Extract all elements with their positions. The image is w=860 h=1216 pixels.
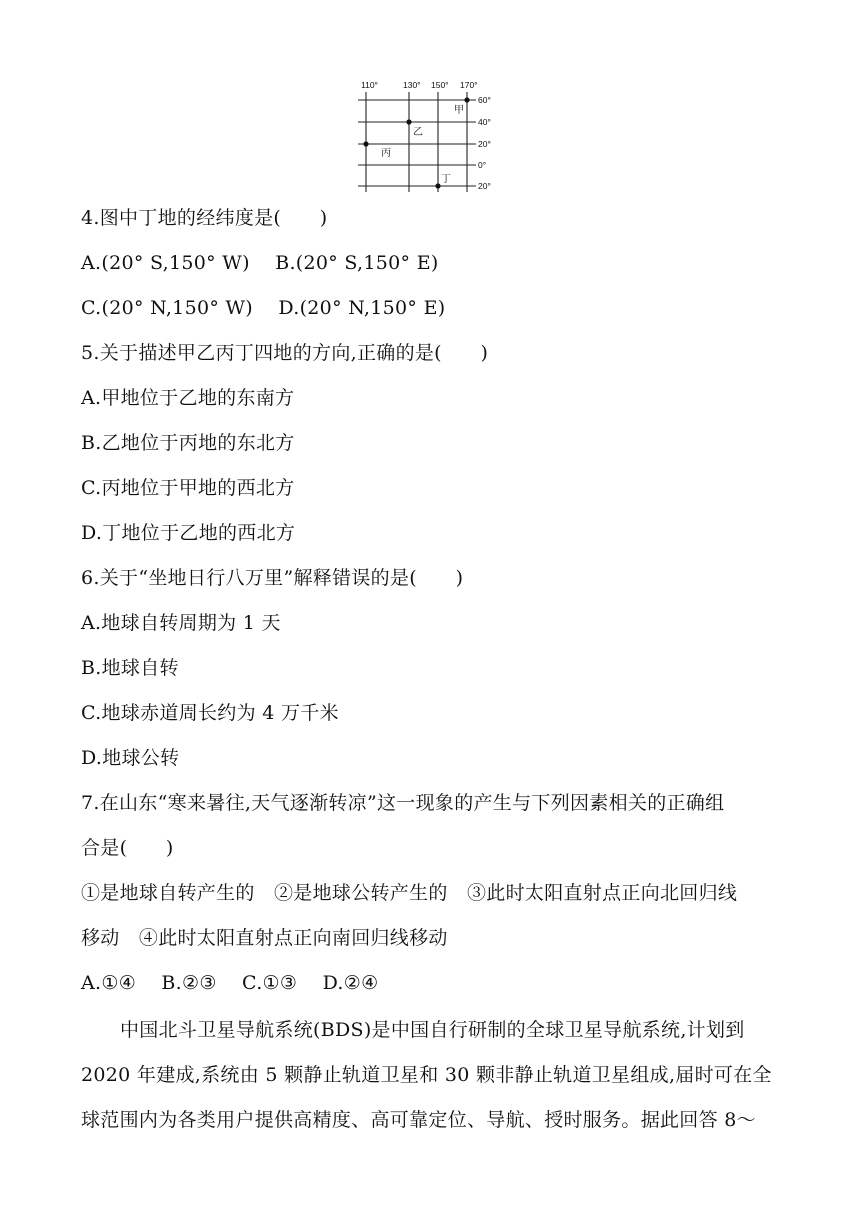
point-ding-dot xyxy=(435,183,440,188)
lat-label-20n: 20° xyxy=(478,139,491,149)
q5-option-a: A.甲地位于乙地的东南方 xyxy=(81,387,295,409)
lon-label-150: 150° xyxy=(431,80,449,90)
point-bing-dot xyxy=(363,141,368,146)
passage-line1: 中国北斗卫星导航系统(BDS)是中国自行研制的全球卫星导航系统,计划到 xyxy=(120,1019,745,1041)
q4-option-c: C.(20° N,150° W) xyxy=(81,297,254,319)
passage-line3: 球范围内为各类用户提供高精度、高可靠定位、导航、授时服务。据此回答 8～ xyxy=(81,1109,756,1131)
lat-label-40: 40° xyxy=(478,117,491,127)
q5-option-c: C.丙地位于甲地的西北方 xyxy=(81,477,295,499)
q5-option-b: B.乙地位于丙地的东北方 xyxy=(81,432,295,454)
lat-label-0: 0° xyxy=(478,160,487,170)
q4-option-a: A.(20° S,150° W) xyxy=(81,252,250,274)
q5-option-d: D.丁地位于乙地的西北方 xyxy=(81,522,296,544)
q7-option-b: B.②③ xyxy=(161,972,217,994)
q7-items-line1: ①是地球自转产生的 ②是地球公转产生的 ③此时太阳直射点正向北回归线 xyxy=(81,882,738,904)
q6-option-a: A.地球自转周期为 1 天 xyxy=(81,612,281,634)
q6-option-b: B.地球自转 xyxy=(81,657,179,679)
lat-label-60: 60° xyxy=(478,95,491,105)
q4-stem: 4.图中丁地的经纬度是( ) xyxy=(81,207,328,229)
q7-stem-line1: 7.在山东“寒来暑往,天气逐渐转凉”这一现象的产生与下列因素相关的正确组 xyxy=(81,792,725,814)
q5-stem: 5.关于描述甲乙丙丁四地的方向,正确的是( ) xyxy=(81,342,489,364)
q7-options xyxy=(81,971,378,995)
q4-options-row1 xyxy=(81,251,439,275)
q4-option-d: D.(20° N,150° E) xyxy=(278,297,446,319)
point-jia-dot xyxy=(464,97,469,102)
lon-label-170: 170° xyxy=(460,80,478,90)
q7-option-a: A.①④ xyxy=(81,972,137,994)
latlon-grid-figure xyxy=(356,76,506,198)
q7-items-line2: 移动 ④此时太阳直射点正向南回归线移动 xyxy=(81,927,448,949)
q6-option-d: D.地球公转 xyxy=(81,747,180,769)
grid-svg xyxy=(356,76,506,198)
point-jia-label: 甲 xyxy=(454,105,464,116)
q4-option-b: B.(20° S,150° E) xyxy=(275,252,439,274)
point-bing-label: 丙 xyxy=(381,148,391,159)
q4-options-row2 xyxy=(81,296,445,320)
q6-option-c: C.地球赤道周长约为 4 万千米 xyxy=(81,702,339,724)
passage-line2: 2020 年建成,系统由 5 颗静止轨道卫星和 30 颗非静止轨道卫星组成,届时可在全 xyxy=(81,1064,772,1086)
point-ding-label: 丁 xyxy=(441,174,451,185)
q7-option-d: D.②④ xyxy=(322,972,379,994)
lon-label-130: 130° xyxy=(403,80,421,90)
point-yi-label: 乙 xyxy=(413,127,423,138)
q7-option-c: C.①③ xyxy=(242,972,298,994)
q6-stem: 6.关于“坐地日行八万里”解释错误的是( ) xyxy=(81,567,464,589)
point-yi-dot xyxy=(406,119,411,124)
lon-label-110: 110° xyxy=(361,80,378,90)
lat-label-20s: 20° xyxy=(478,181,491,191)
q7-stem-line2: 合是( ) xyxy=(81,837,174,859)
